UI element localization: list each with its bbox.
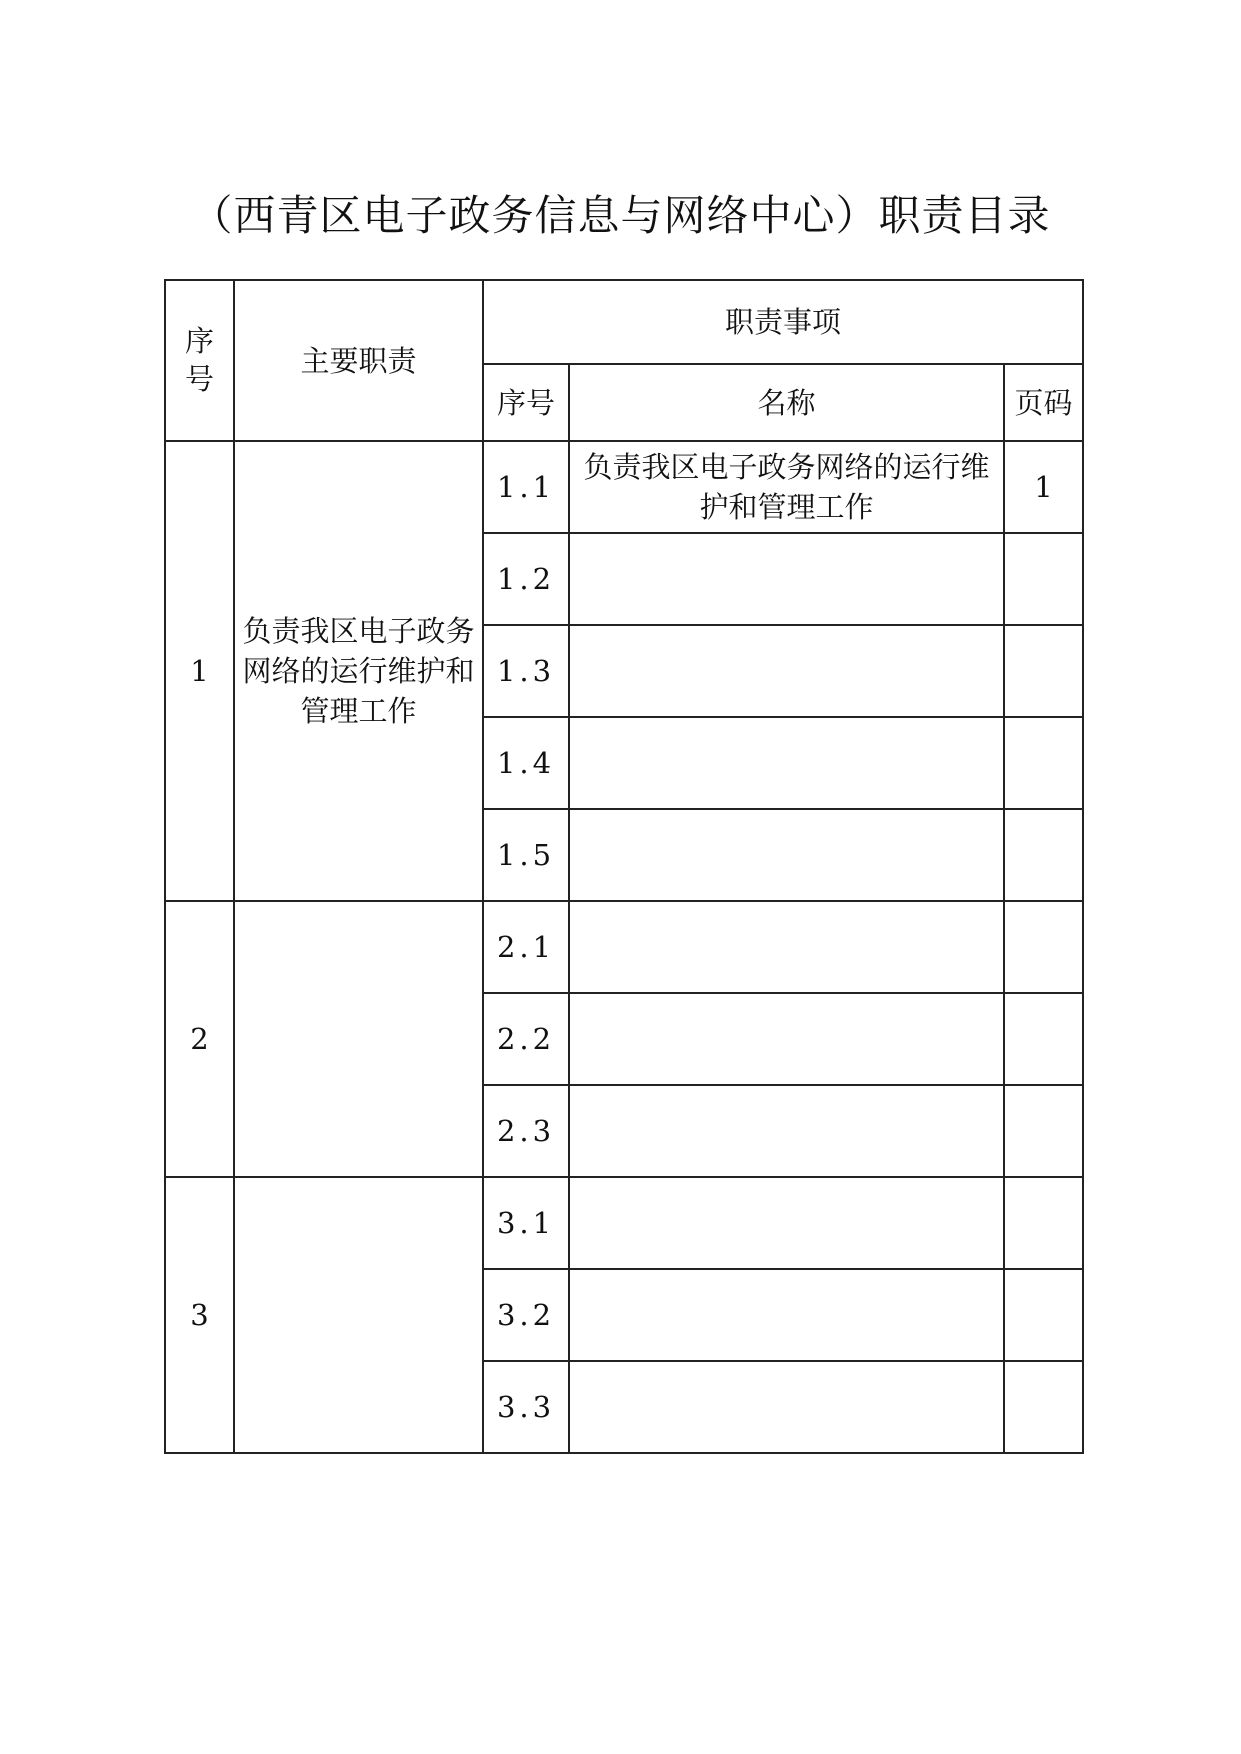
item-page: [1004, 717, 1083, 809]
document-title: （西青区电子政务信息与网络中心）职责目录: [190, 191, 1051, 240]
item-page: [1004, 901, 1083, 993]
item-name: [569, 1085, 1004, 1177]
header-main-duty: 主要职责: [234, 280, 483, 441]
header-name: 名称: [569, 364, 1004, 441]
group-seq: 3: [165, 1177, 234, 1453]
item-page: [1004, 533, 1083, 625]
item-page: 1: [1004, 441, 1083, 533]
item-page: [1004, 993, 1083, 1085]
header-duty-items: 职责事项: [483, 280, 1083, 364]
item-name: [569, 1269, 1004, 1361]
item-seq: 1.2: [483, 533, 569, 625]
item-name: [569, 1361, 1004, 1453]
item-name: [569, 901, 1004, 993]
item-seq: 2.2: [483, 993, 569, 1085]
item-page: [1004, 809, 1083, 901]
header-page: 页码: [1004, 364, 1083, 441]
item-name: [569, 993, 1004, 1085]
header-row-1: [165, 280, 1083, 364]
item-seq: 3.2: [483, 1269, 569, 1361]
item-name: [569, 809, 1004, 901]
group-main-duty: [234, 1177, 483, 1453]
item-seq: 3.1: [483, 1177, 569, 1269]
item-page: [1004, 625, 1083, 717]
item-seq: 1.4: [483, 717, 569, 809]
table-row: [165, 1177, 1083, 1269]
item-page: [1004, 1269, 1083, 1361]
item-seq: 1.3: [483, 625, 569, 717]
group-seq: 2: [165, 901, 234, 1177]
item-seq: 2.3: [483, 1085, 569, 1177]
item-seq: 3.3: [483, 1361, 569, 1453]
header-sub-seq: 序号: [483, 364, 569, 441]
item-name: [569, 717, 1004, 809]
item-seq: 1.5: [483, 809, 569, 901]
item-name: [569, 1177, 1004, 1269]
table-row: [165, 441, 1083, 533]
group-seq: 1: [165, 441, 234, 901]
item-name: [569, 625, 1004, 717]
item-seq: 2.1: [483, 901, 569, 993]
item-page: [1004, 1085, 1083, 1177]
header-seq: 序号: [165, 280, 234, 441]
item-name: 负责我区电子政务网络的运行维护和管理工作: [569, 441, 1004, 533]
item-seq: 1.1: [483, 441, 569, 533]
table-row: [165, 901, 1083, 993]
item-name: [569, 533, 1004, 625]
duty-catalog-table: [164, 279, 1084, 1454]
group-main-duty: 负责我区电子政务网络的运行维护和管理工作: [234, 441, 483, 901]
item-page: [1004, 1177, 1083, 1269]
group-main-duty: [234, 901, 483, 1177]
item-page: [1004, 1361, 1083, 1453]
